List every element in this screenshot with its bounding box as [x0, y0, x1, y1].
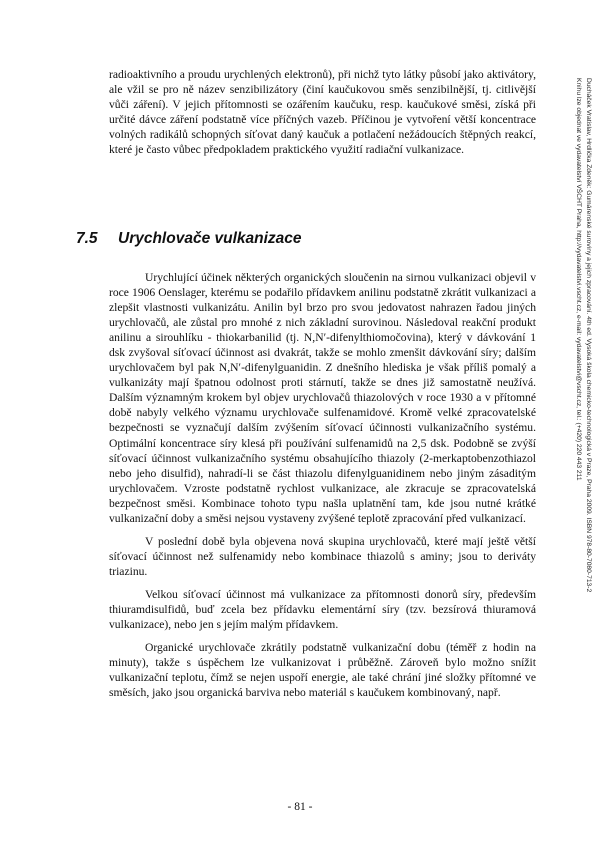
- side-citation-note: [555, 78, 593, 638]
- section-title: Urychlovače vulkanizace: [118, 230, 302, 247]
- section-heading: [76, 230, 302, 248]
- body-paragraph: Velkou síťovací účinnost má vulkanizace za přítomnosti donorů síry, především thiuramdisulfidů, buď zcela bez přídavku elementární síry (tzv. bezsírová thiuramová vulkanizace), nebo jen s jejím malým přídavkem.: [109, 587, 536, 632]
- intro-text: radioaktivního a proudu urychlených elektronů), při nichž tyto látky působí jako aktivátory, ale vžil se pro ně název senzibilizátory (činí kaučukovou směs senzibilnější, tj. citlivější vůči záření). V jejich přítomnosti se ozářením kaučuku, resp. kaučukové směsi, získá při určité dávce záření podstatně více příčných vazeb. Příčinou je vytvoření větší koncentrace volných radikálů schopných síťovat daný kaučuk a potlačení nežádoucích štěpných reakcí, které je často vůbec předpokladem praktického využití radiační vulkanizace.: [109, 68, 536, 157]
- page-number: - 81 -: [287, 801, 313, 813]
- side-note-order-info: Knihu lze objednat ve vydavatelství VŠCHT Praha, http://vydavatelstvi.vscht.cz, e-mail: vydavatelstvi@vscht.cz, tel.: (+420) 220 443 211: [575, 78, 583, 481]
- body-paragraph: V poslední době byla objevena nová skupina urychlovačů, které mají ještě větší síťovací účinnost než sulfenamidy nebo kombinace thiazolů s aminy; jsou to deriváty triazinu.: [109, 534, 536, 578]
- side-note-container: [555, 78, 593, 638]
- intro-paragraph: [109, 67, 536, 157]
- section-number: 7.5: [76, 230, 98, 247]
- body-paragraph: Organické urychlovače zkrátily podstatně vulkanizační dobu (téměř z hodin na minuty), takže s úspěchem lze vulkanizovat i průběžně. Zároveň bylo možno snížit vulkanizační teplotu, čímž se nejen uspoří energie, ale také chrání jiné složky přítomné ve směsích, jako jsou organická barviva nebo materiál s kaučukem kombinovaný, např.: [109, 641, 536, 700]
- section-body: [109, 270, 536, 700]
- body-paragraph: Urychlující účinek některých organických sloučenin na sirnou vulkanizaci objevil v roce 1906 Oenslager, kterému se podařilo přídavkem anilinu podstatně zkrátit vulkanizaci a zlepšit vlastnosti vulkanizátu. Anilin byl brzo pro svou jedovatost nahrazen řadou jiných urychlovačů, ale zůstal pro mnohé z nich základní surovinou. Následoval reakční produkt anilinu a sirouhlíku - thiokarbanilid (tj. N,N′-difenylthiomočovina), který v dávkování 1 dsk zvyšoval síťovací účinnost asi dvakrát, takže se mohlo zmenšit dávkování síry; dalším urychlovačem byl pak N,N′-difenylguanidin. Z dnešního hlediska je však příliš pomalý a vulkanizáty mají špatnou odolnost proti stárnutí, takže se dnes již samostatně neužívá. Dalším významným krokem byl objev urychlovačů thiazolových v roce 1930 a v přítomné době nabyly velkého významu urychlovače sulfenamidové. Kromě velké zpracovatelské bezpečnosti se vyznačují dalším zvýšením síťovací účinnosti vulkanizačního systému. Optimální koncentrace síry klesá při používání sulfenamidů na 2,5 dsk. Podobně se zvýší síťovací účinnost vulkanizačního systému obsahujícího thiazoly (2-merkaptobenzothiazol nebo jeho disulfid), nahradí-li se část thiazolu difenylguanidinem nebo jiným zásaditým urychlovačem. Vzroste podstatně rychlost vulkanizace, ale zkracuje se zpracovatelská bezpečnost směsi. Kombinace tohoto typu našla uplatnění tam, kde jsou nutné krátké vulkanizační doby a směsi nejsou vystaveny zvýšené teplotě zpracování před vulkanizací.: [109, 271, 536, 525]
- side-note-citation: Ducháček Vratislav, Hrdlička Zdeněk: Gumárenské suroviny a jejich zpracování. 4th ed. Vysoká škola chemicko-technologická v Praze, Praha 2009. ISBN 978-80-7080-713-2: [585, 78, 592, 593]
